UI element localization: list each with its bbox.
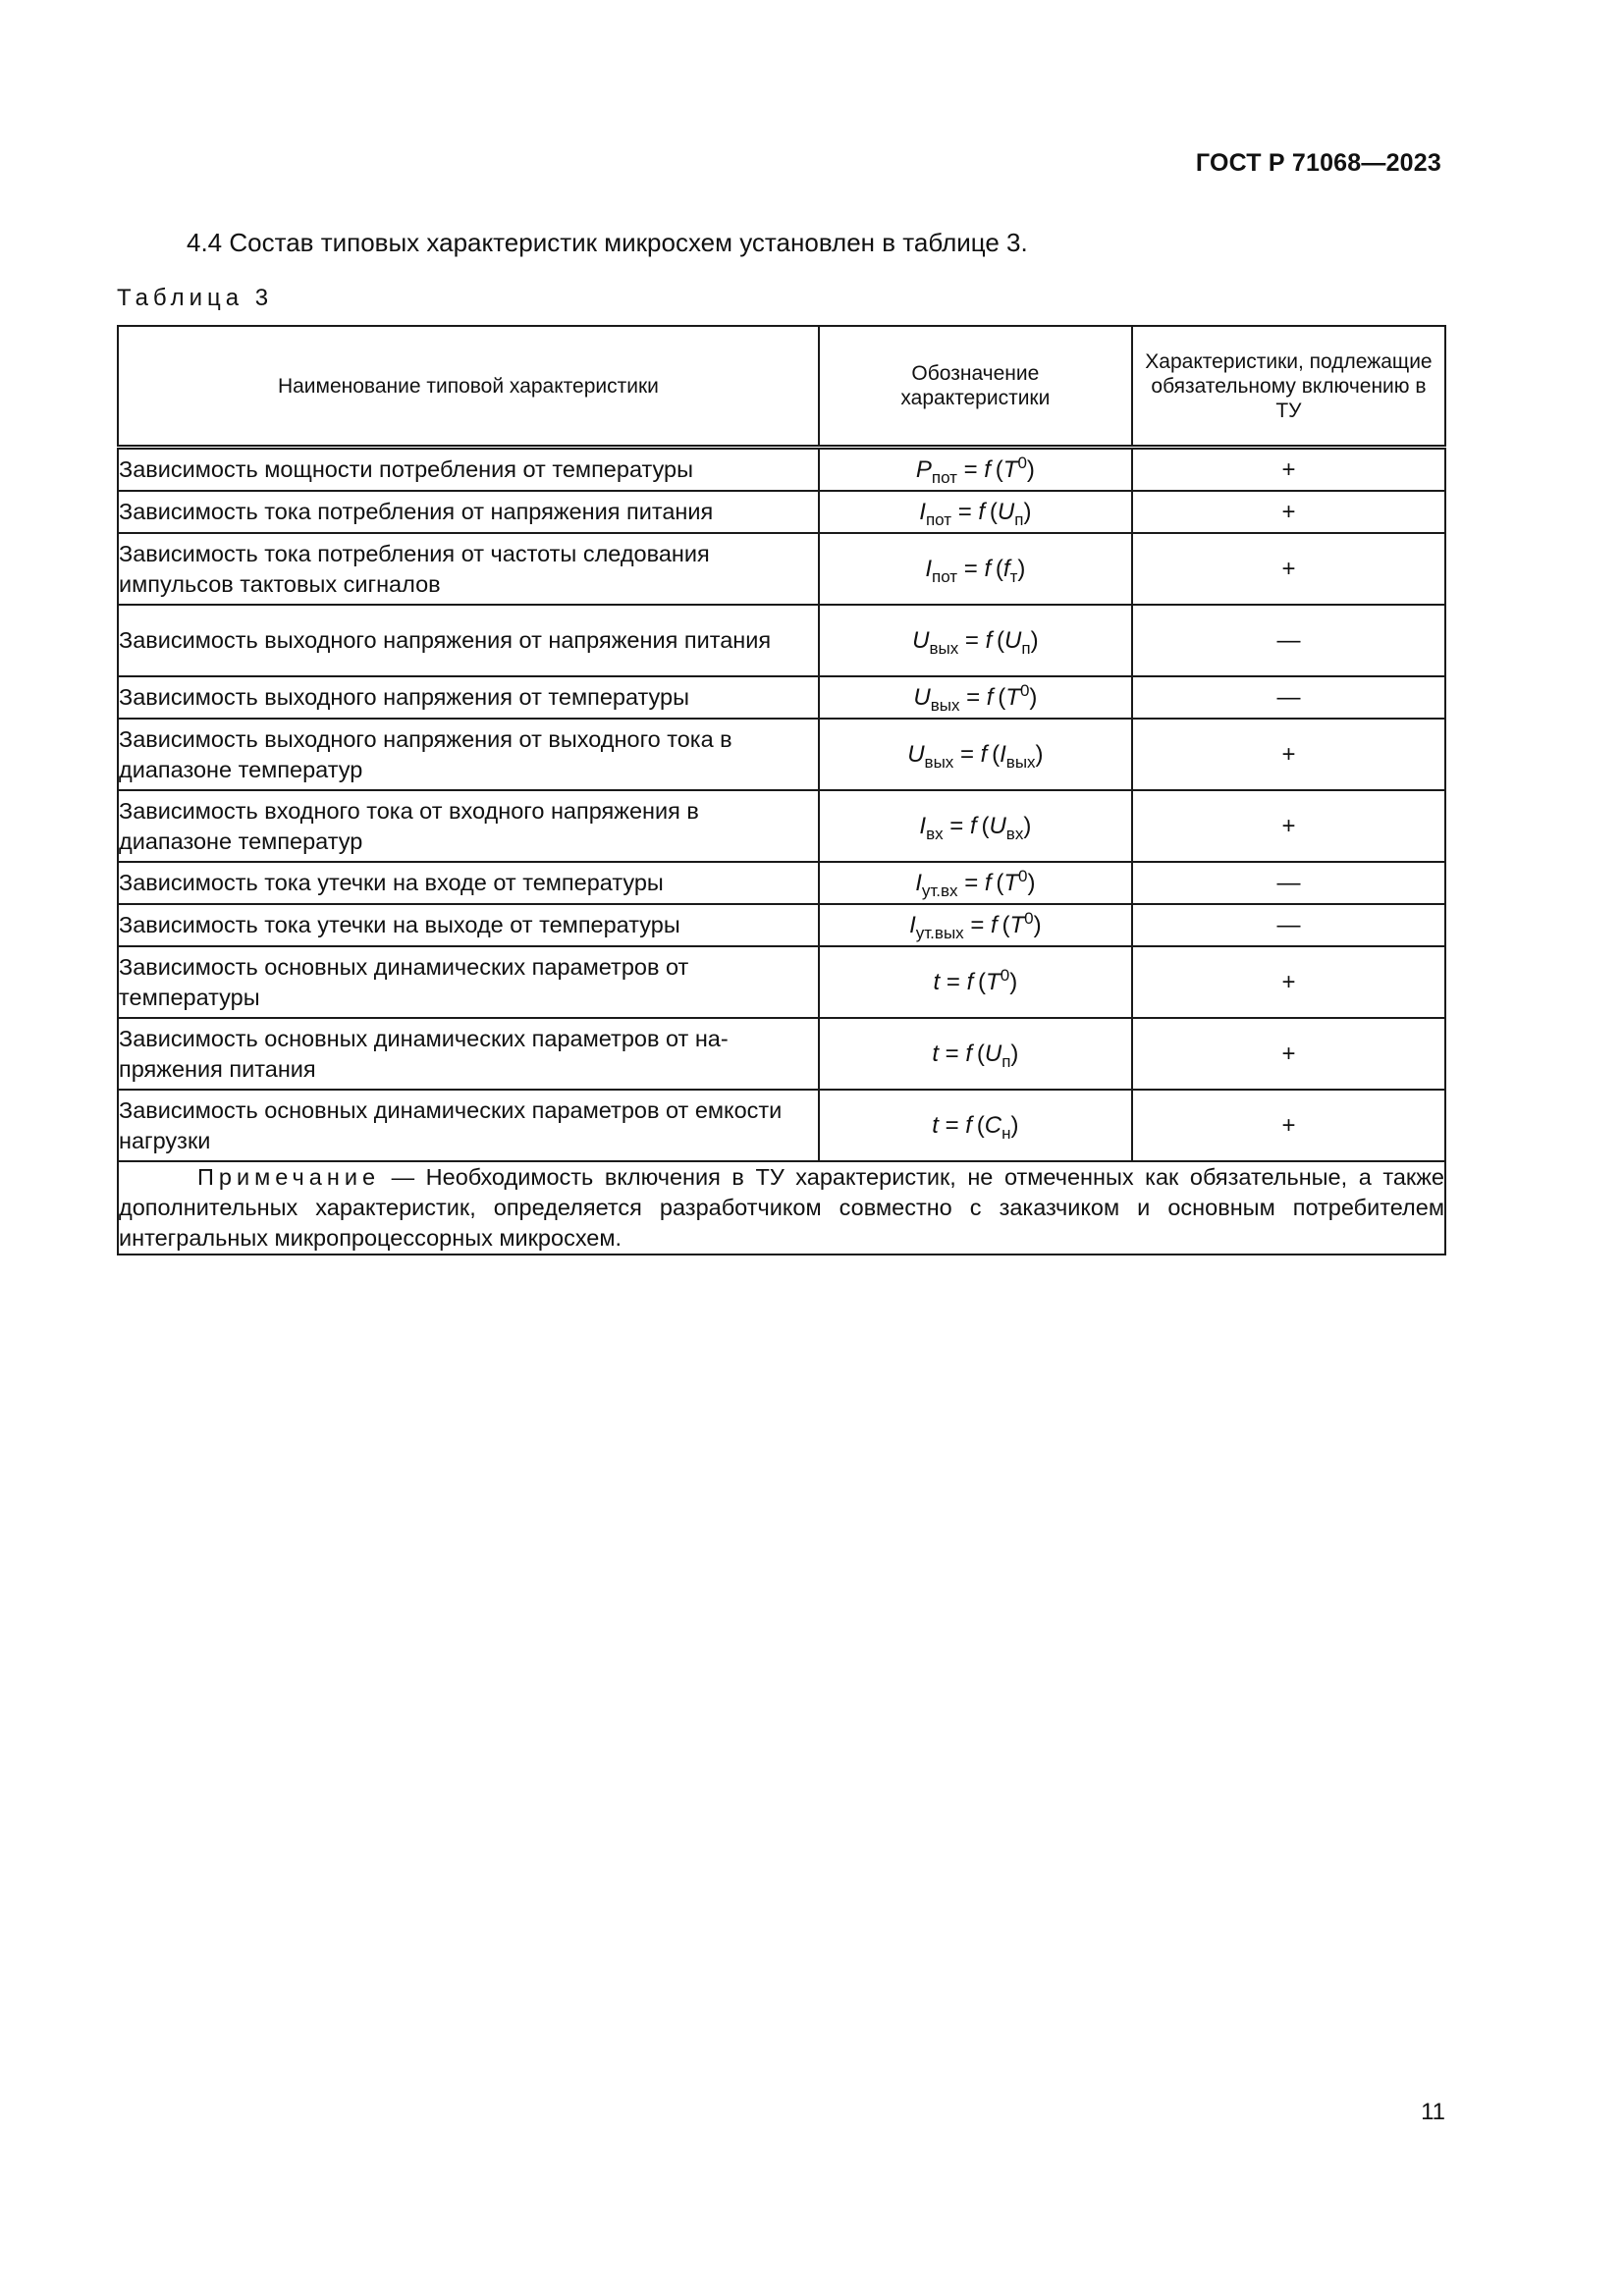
header-required: Характеристики, подлежащие обязательному включению в ТУ — [1132, 326, 1445, 448]
header-symbol: Обозначение характеристики — [819, 326, 1132, 448]
characteristic-name: Зависимость выходного напряжения от выходного тока в диапазоне температур — [118, 719, 819, 790]
symbol-argument: C — [984, 1111, 1002, 1139]
symbol-argument-subscript: н — [1001, 1123, 1011, 1143]
symbol-variable-subscript: вых — [930, 695, 960, 715]
characteristic-symbol: $I_{пот} = f$ $(f_т)$ — [819, 533, 1132, 605]
characteristic-symbol: $I_{ут.вых} = f$ $(T^0)$ — [819, 904, 1132, 946]
table-row — [118, 448, 1445, 492]
characteristic-symbol: $I_{вх} = f$ $(U_{вх})$ — [819, 790, 1132, 862]
symbol-variable: t — [932, 1111, 939, 1139]
characteristic-symbol: $U_{вых} = f$ $(I_{вых})$ — [819, 719, 1132, 790]
characteristic-name: Зависимость основных динамических параметров от на-пряжения питания — [118, 1018, 819, 1090]
symbol-variable: t — [932, 1040, 940, 1067]
symbol-variable-subscript: ут.вых — [915, 923, 964, 942]
table-row — [118, 1018, 1445, 1090]
required-mark: + — [1132, 533, 1445, 605]
intro-paragraph: 4.4 Состав типовых характеристик микросхем установлен в таблице 3. — [187, 228, 1028, 257]
table-row — [118, 605, 1445, 676]
table-row — [118, 904, 1445, 946]
symbol-variable: I — [925, 555, 933, 582]
note-text: — Необходимость включения в ТУ характеристик, не отмеченных как обязательные, а также дополнительных характеристик, определяется разработчиком совместно с заказчиком и основным потребителем интегральных микропроцессорных микросхем. — [119, 1164, 1444, 1251]
symbol-variable-subscript: пот — [925, 509, 952, 529]
table-note — [118, 1161, 1445, 1255]
symbol-variable-subscript: вых — [929, 638, 959, 658]
symbol-argument: U — [997, 498, 1015, 525]
table-row — [118, 533, 1445, 605]
characteristic-symbol: $P_{пот} = f$ $(T^0)$ — [819, 448, 1132, 492]
characteristic-symbol: t = f $(U_п)$ — [819, 1018, 1132, 1090]
page-number: 11 — [1421, 2099, 1445, 2125]
symbol-argument: U — [984, 1040, 1002, 1067]
symbol-variable: U — [912, 626, 930, 654]
symbol-argument: T — [1005, 683, 1020, 711]
document-id: ГОСТ Р 71068—2023 — [1195, 149, 1441, 177]
characteristic-name: Зависимость входного тока от входного напряжения в диапазоне температур — [118, 790, 819, 862]
required-mark: + — [1132, 1018, 1445, 1090]
required-mark: + — [1132, 1090, 1445, 1161]
characteristic-symbol: $U_{вых} = f$ $(U_п)$ — [819, 605, 1132, 676]
table-row — [118, 862, 1445, 904]
header-name: Наименование типовой характеристики — [118, 326, 819, 448]
characteristics-table — [117, 325, 1446, 1255]
characteristic-name: Зависимость тока утечки на входе от температуры — [118, 862, 819, 904]
characteristic-name: Зависимость основных динамических параметров от емкости нагрузки — [118, 1090, 819, 1161]
symbol-argument: T — [1009, 911, 1025, 938]
required-mark: + — [1132, 790, 1445, 862]
table-row — [118, 790, 1445, 862]
symbol-argument-superscript: 0 — [1018, 866, 1028, 885]
symbol-argument-superscript: 0 — [1019, 680, 1030, 700]
symbol-argument-subscript: вх — [1005, 824, 1024, 843]
characteristic-name: Зависимость мощности потребления от температуры — [118, 448, 819, 492]
characteristic-symbol: t = f $(C_н)$ — [819, 1090, 1132, 1161]
symbol-variable-subscript: пот — [931, 467, 957, 487]
symbol-argument: f — [1002, 555, 1010, 582]
symbol-argument: T — [1003, 869, 1019, 896]
table-body — [118, 448, 1445, 1162]
required-mark: — — [1132, 676, 1445, 719]
required-mark: — — [1132, 862, 1445, 904]
symbol-variable: P — [915, 455, 932, 483]
table-row — [118, 1090, 1445, 1161]
table-row — [118, 491, 1445, 533]
characteristic-name: Зависимость тока потребления от напряжения питания — [118, 491, 819, 533]
symbol-variable: I — [919, 498, 926, 525]
symbol-variable: I — [909, 911, 916, 938]
symbol-argument: T — [986, 968, 1001, 995]
required-mark: + — [1132, 719, 1445, 790]
symbol-argument-superscript: 0 — [1000, 965, 1010, 985]
symbol-argument-subscript: п — [1001, 1051, 1011, 1071]
required-mark: + — [1132, 448, 1445, 492]
symbol-variable: U — [907, 740, 925, 768]
characteristic-symbol: $U_{вых} = f$ $(T^0)$ — [819, 676, 1132, 719]
symbol-argument: U — [1004, 626, 1022, 654]
symbol-variable: U — [913, 683, 931, 711]
table-row — [118, 676, 1445, 719]
table-caption: Таблица 3 — [117, 285, 274, 311]
symbol-argument-subscript: вых — [1005, 752, 1036, 772]
note-label: Примечание — [197, 1164, 381, 1190]
characteristic-name: Зависимость тока утечки на выходе от температуры — [118, 904, 819, 946]
symbol-variable-subscript: ут.вх — [921, 881, 958, 900]
symbol-argument: U — [989, 812, 1006, 839]
symbol-variable-subscript: пот — [932, 566, 958, 586]
symbol-variable-subscript: вх — [926, 824, 944, 843]
symbol-argument: T — [1002, 455, 1018, 483]
table-row — [118, 719, 1445, 790]
symbol-argument-superscript: 0 — [1024, 908, 1034, 928]
symbol-variable: I — [915, 869, 922, 896]
symbol-argument-superscript: 0 — [1017, 453, 1027, 472]
table-header-row — [118, 326, 1445, 448]
required-mark: — — [1132, 904, 1445, 946]
symbol-argument-subscript: т — [1009, 566, 1018, 586]
symbol-argument-subscript: п — [1021, 638, 1031, 658]
symbol-variable-subscript: вых — [924, 752, 954, 772]
characteristic-symbol: $I_{пот} = f$ $(U_п)$ — [819, 491, 1132, 533]
characteristic-symbol: $I_{ут.вх} = f$ $(T^0)$ — [819, 862, 1132, 904]
characteristic-symbol: t = f $(T^0)$ — [819, 946, 1132, 1018]
note-row — [118, 1161, 1445, 1255]
characteristic-name: Зависимость тока потребления от частоты следования импульсов тактовых сигналов — [118, 533, 819, 605]
characteristic-name: Зависимость выходного напряжения от напряжения питания — [118, 605, 819, 676]
symbol-variable: I — [919, 812, 927, 839]
symbol-variable: t — [933, 968, 941, 995]
characteristic-name: Зависимость выходного напряжения от температуры — [118, 676, 819, 719]
characteristic-name: Зависимость основных динамических параметров от температуры — [118, 946, 819, 1018]
required-mark: + — [1132, 946, 1445, 1018]
table-row — [118, 946, 1445, 1018]
symbol-argument-subscript: п — [1014, 509, 1024, 529]
required-mark: — — [1132, 605, 1445, 676]
symbol-argument: I — [1000, 740, 1006, 768]
required-mark: + — [1132, 491, 1445, 533]
